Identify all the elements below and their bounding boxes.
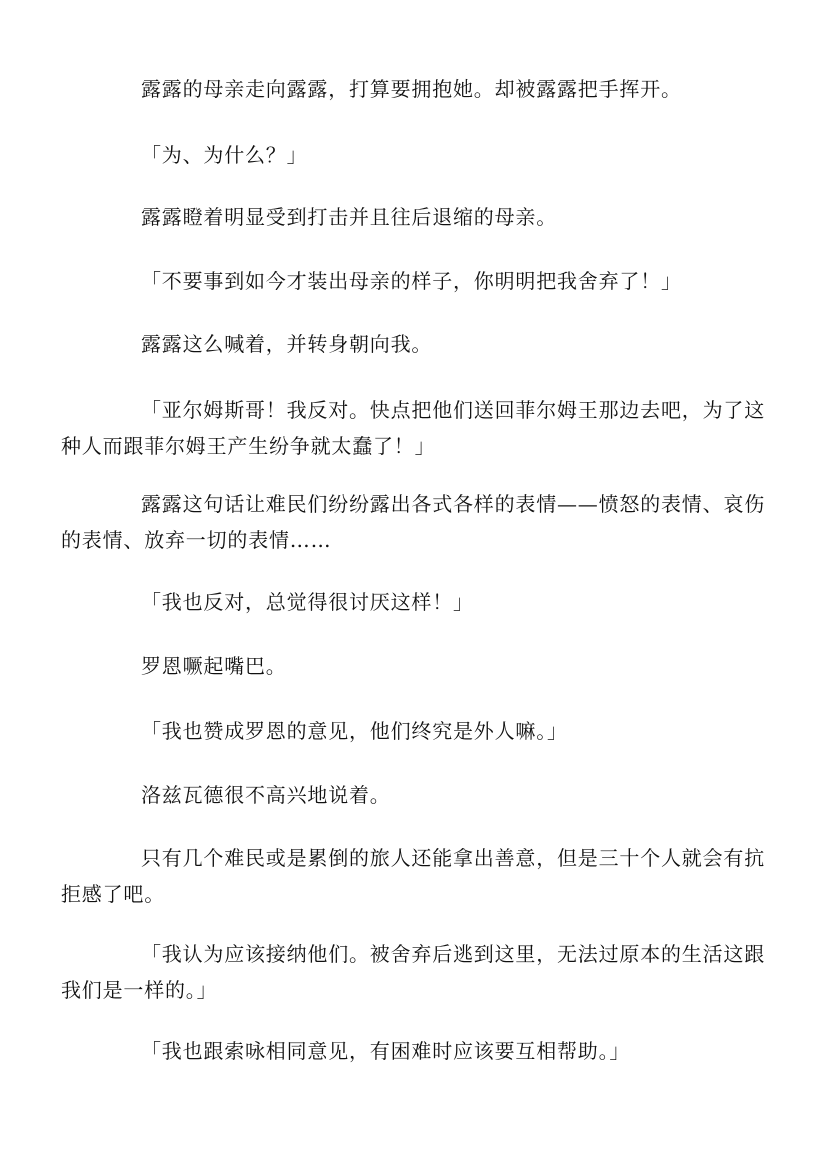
paragraph-13: 「我认为应该接纳他们。被舍弃后逃到这里，无法过原本的生活这跟我们是一样的。」 [61,942,765,1002]
paragraph-1: 露露的母亲走向露露，打算要拥抱她。却被露露把手挥开。 [141,77,682,101]
paragraph-9: 罗恩噘起嘴巴。 [141,654,287,678]
paragraph-11: 洛兹瓦德很不高兴地说着。 [141,783,391,807]
paragraph-4: 「不要事到如今才装出母亲的样子，你明明把我舍弃了！」 [141,269,682,293]
paragraph-3: 露露瞪着明显受到打击并且往后退缩的母亲。 [141,205,557,229]
paragraph-5: 露露这么喊着，并转身朝向我。 [141,332,433,356]
paragraph-2: 「为、为什么？」 [141,143,308,167]
paragraph-12: 只有几个难民或是累倒的旅人还能拿出善意，但是三十个人就会有抗拒感了吧。 [61,846,765,906]
paragraph-14: 「我也跟索咏相同意见，有困难时应该要互相帮助。」 [141,1039,631,1063]
paragraph-10: 「我也赞成罗恩的意见，他们终究是外人嘛。」 [141,719,568,743]
paragraph-6: 「亚尔姆斯哥！我反对。快点把他们送回菲尔姆王那边去吧，为了这种人而跟菲尔姆王产生纷争就太蠢了！」 [61,398,765,458]
paragraph-8: 「我也反对，总觉得很讨厌这样！」 [141,590,474,614]
paragraph-7: 露露这句话让难民们纷纷露出各式各样的表情——愤怒的表情、哀伤的表情、放弃一切的表情…… [61,492,765,552]
